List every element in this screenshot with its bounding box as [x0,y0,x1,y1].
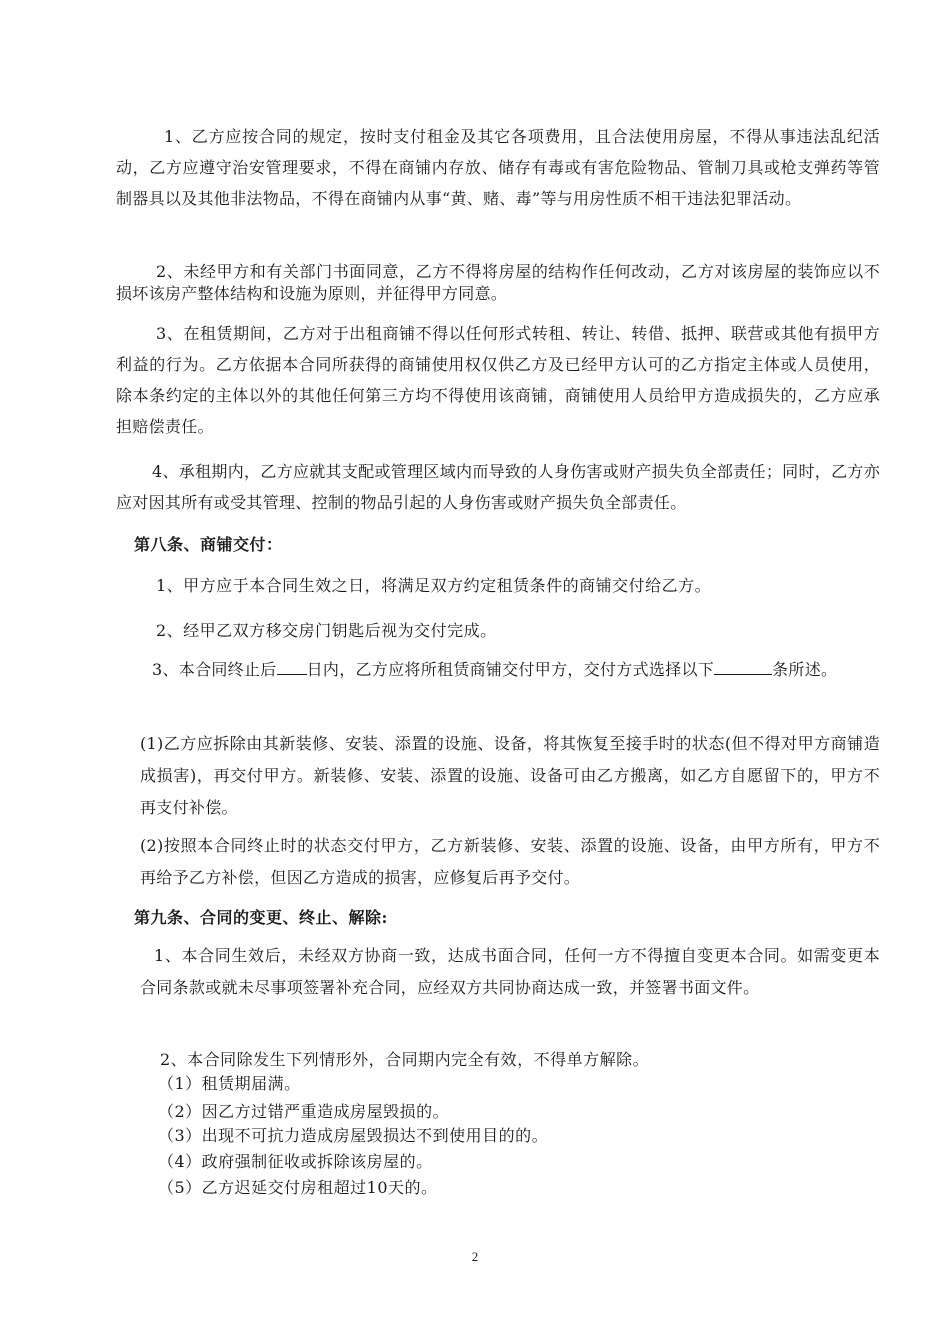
page-number: 2 [471,1249,479,1264]
clause9-list-item-2: （2）因乙方过错严重造成房屋毁损的。 [158,1102,450,1121]
clause9-paragraph-1: 1、本合同生效后，未经双方协商一致，达成书面合同，任何一方不得擅自变更本合同。如需变更本合同条款或就未尽事项签署补充合同，应经双方共同协商达成一致，并签署书面文件。 [140,946,880,997]
clause8-item-2: 2、经甲乙双方移交房门钥匙后视为交付完成。 [156,621,497,640]
clause9-list-item-5: （5）乙方迟延交付房租超过10天的。 [158,1178,438,1197]
clause8-item-1: 1、甲方应于本合同生效之日，将满足双方约定租赁条件的商铺交付给乙方。 [156,576,712,595]
clause8-heading: 第八条、商铺交付： [134,535,283,554]
clause8-item-3 [116,654,880,685]
days-blank [277,658,307,675]
clause7-paragraph-2: 2、未经甲方和有关部门书面同意，乙方不得将房屋的结构作任何改动，乙方对该房屋的装饰应以不损坏该房产整体结构和设施为原则，并征得甲方同意。 [116,262,880,303]
clause8-option-2: (2)按照本合同终止时的状态交付甲方，乙方新装修、安装、添置的设施、设备，由甲方所有，甲方不再给予乙方补偿，但因乙方造成的损害，应修复后再予交付。 [140,836,880,887]
clause9-list-item-1: （1）租赁期届满。 [158,1074,301,1093]
clause9-heading: 第九条、合同的变更、终止、解除: [134,908,388,927]
clause9-paragraph-2: 2、本合同除发生下列情形外，合同期内完全有效，不得单方解除。 [160,1050,650,1069]
clause8-item-3-part-a: 3、本合同终止后 [152,660,277,679]
clause7-paragraph-3: 3、在租赁期间，乙方对于出租商铺不得以任何形式转租、转让、转借、抵押、联营或其他有损甲方利益的行为。乙方依据本合同所获得的商铺使用权仅供乙方及已经甲方认可的乙方指定主体或人员使用，除本条约定的主体以外的其他任何第三方均不得使用该商铺，商铺使用人员给甲方造成损失的，乙方应承担赔偿责任。 [116,324,880,436]
clause9-list-item-3: （3）出现不可抗力造成房屋毁损达不到使用目的的。 [158,1126,549,1145]
clause9-list-item-4: （4）政府强制征收或拆除该房屋的。 [158,1152,433,1171]
clause8-option-1: (1)乙方应拆除由其新装修、安装、添置的设施、设备，将其恢复至接手时的状态(但不得对甲方商铺造成损害)，再交付甲方。新装修、安装、添置的设施、设备可由乙方搬离，如乙方自愿留下的，甲方不再支付补偿。 [140,734,880,817]
clause7-paragraph-1: 1、乙方应按合同的规定，按时支付租金及其它各项费用，且合法使用房屋，不得从事违法乱纪活动，乙方应遵守治安管理要求，不得在商铺内存放、储存有毒或有害危险物品、管制刀具或枪支弹药等管制器具以及其他非法物品，不得在商铺内从事“黄、赌、毒”等与用房性质不相干违法犯罪活动。 [116,127,880,208]
option-blank [714,658,772,675]
clause8-item-3-part-b: 日内，乙方应将所租赁商铺交付甲方，交付方式选择以下 [306,660,715,679]
clause8-item-3-part-c: 条所述。 [772,660,838,679]
clause7-paragraph-4: 4、承租期内，乙方应就其支配或管理区域内而导致的人身伤害或财产损失负全部责任；同时，乙方亦应对因其所有或受其管理、控制的物品引起的人身伤害或财产损失负全部责任。 [116,462,880,512]
